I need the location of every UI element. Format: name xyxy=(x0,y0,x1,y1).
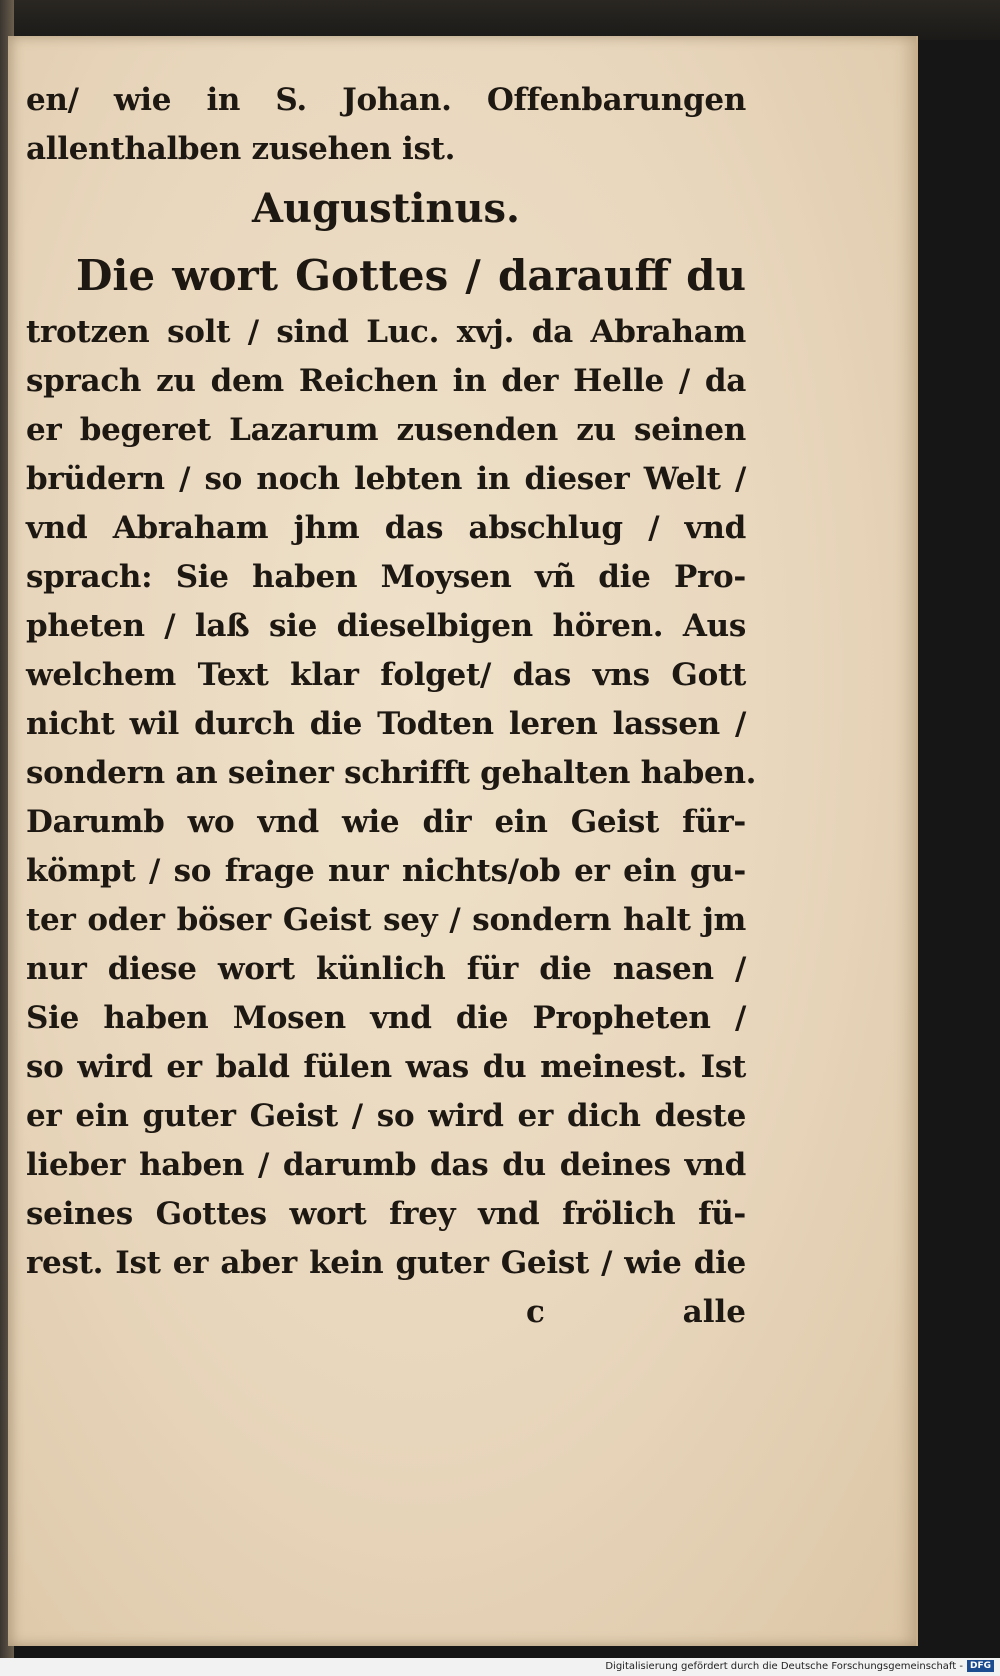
text-line: er begeret Lazarum zusenden zu seinen xyxy=(26,412,746,448)
text-line: Darumb wo vnd wie dir ein Geist für- xyxy=(26,804,746,840)
digitization-footer xyxy=(0,1658,1000,1676)
scan-top-strip xyxy=(0,0,1000,40)
text-line: so wird er bald fülen was du meinest. Ist xyxy=(26,1049,746,1085)
text-line: trotzen solt / sind Luc. xvj. da Abraham xyxy=(26,314,746,350)
signature-mark: c xyxy=(526,1294,545,1330)
text-line: allenthalben zusehen ist. xyxy=(26,131,456,167)
text-line: seines Gottes wort frey vnd frölich fü- xyxy=(26,1196,746,1232)
page-text xyxy=(26,76,757,1337)
text-line: nur diese wort künlich für die nasen / xyxy=(26,951,746,987)
text-line: kömpt / so frage nur nichts/ob er ein gu- xyxy=(26,853,746,889)
text-line: sondern an seiner schrifft gehalten haben. xyxy=(26,755,757,791)
text-line: brüdern / so noch lebten in dieser Welt / xyxy=(26,461,746,497)
text-line: Sie haben Mosen vnd die Propheten / xyxy=(26,1000,746,1036)
section-heading: Augustinus. xyxy=(252,185,520,232)
catchword: alle xyxy=(682,1294,746,1330)
text-line: vnd Abraham jhm das abschlug / vnd xyxy=(26,510,746,546)
dfg-logo: DFG xyxy=(967,1660,994,1672)
text-line: pheten / laß sie dieselbigen hören. Aus xyxy=(26,608,746,644)
text-line: er ein guter Geist / so wird er dich deste xyxy=(26,1098,746,1134)
book-page xyxy=(8,36,918,1646)
text-line: welchem Text klar folget/ das vns Gott xyxy=(26,657,746,693)
text-line: rest. Ist er aber kein guter Geist / wie die xyxy=(26,1245,746,1281)
footer-credit-text: Digitalisierung gefördert durch die Deutsche Forschungsgemeinschaft - xyxy=(605,1661,963,1672)
text-line: sprach: Sie haben Moysen vñ die Pro- xyxy=(26,559,746,595)
text-line: sprach zu dem Reichen in der Helle / da xyxy=(26,363,746,399)
initial-line: Die wort Gottes / darauff du xyxy=(76,251,746,300)
page-bottom-marks xyxy=(26,1288,746,1337)
text-line: lieber haben / darumb das du deines vnd xyxy=(26,1147,746,1183)
text-line: nicht wil durch die Todten leren lassen / xyxy=(26,706,746,742)
text-line: ter oder böser Geist sey / sondern halt jm xyxy=(26,902,746,938)
text-line: en/ wie in S. Johan. Offenbarungen xyxy=(26,82,746,118)
